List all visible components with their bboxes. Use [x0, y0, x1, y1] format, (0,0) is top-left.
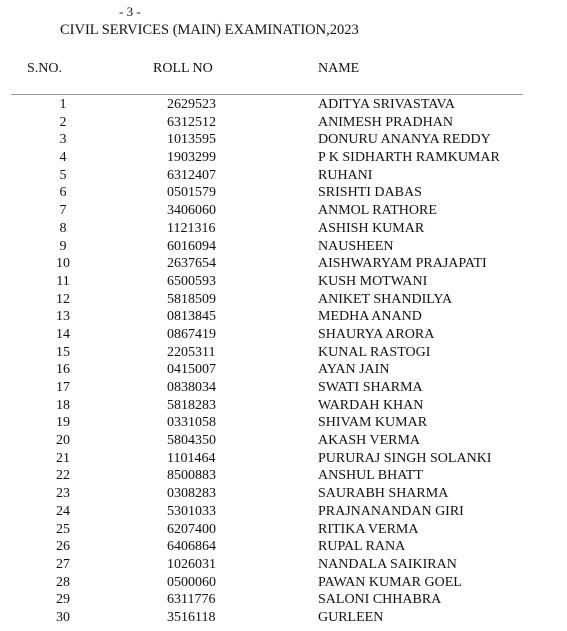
table-row [0, 591, 567, 609]
candidate-name: SHAURYA ARORA [318, 326, 435, 342]
header-divider [11, 94, 523, 95]
serial-number: 18 [56, 397, 70, 413]
serial-number: 14 [56, 326, 70, 342]
table-row [0, 538, 567, 556]
roll-number: 0813845 [167, 309, 216, 325]
roll-number: 5818283 [167, 397, 216, 413]
roll-number: 1903299 [167, 150, 216, 166]
candidate-name: KUNAL RASTOGI [318, 344, 431, 360]
table-row [0, 467, 567, 485]
serial-number: 20 [56, 433, 70, 449]
roll-number: 0415007 [167, 362, 216, 378]
roll-number: 6207400 [167, 521, 216, 537]
table-row [0, 397, 567, 415]
serial-number: 27 [56, 556, 70, 572]
table-row [0, 503, 567, 521]
serial-number: 2 [59, 114, 67, 130]
table-row [0, 96, 567, 114]
table-row [0, 131, 567, 149]
table-row [0, 308, 567, 326]
roll-number: 6311776 [167, 592, 216, 608]
candidate-name: AYAN JAIN [318, 362, 390, 378]
candidate-name: RITIKA VERMA [318, 521, 419, 537]
serial-number: 23 [56, 486, 70, 502]
serial-number: 21 [56, 450, 70, 466]
roll-number: 1026031 [167, 556, 216, 572]
candidate-name: ANIKET SHANDILYA [318, 291, 453, 307]
exam-title: CIVIL SERVICES (MAIN) EXAMINATION,2023 [60, 22, 359, 38]
serial-number: 13 [56, 309, 70, 325]
candidate-name: MEDHA ANAND [318, 309, 422, 325]
table-row [0, 167, 567, 185]
table-row [0, 609, 567, 627]
table-row [0, 291, 567, 309]
serial-number: 30 [56, 609, 70, 625]
roll-number: 0838034 [167, 380, 216, 395]
table-row [0, 184, 567, 202]
serial-number: 9 [59, 238, 67, 254]
serial-number: 4 [59, 150, 67, 166]
candidate-name: AISHWARYAM PRAJAPATI [318, 256, 487, 272]
table-row [0, 574, 567, 592]
candidate-name: NAUSHEEN [318, 238, 394, 254]
table-row [0, 485, 567, 503]
column-header-name: NAME [318, 61, 360, 76]
roll-number: 1121316 [167, 220, 216, 236]
results-table [0, 96, 567, 627]
roll-number: 0500060 [167, 574, 216, 590]
table-row [0, 114, 567, 132]
roll-number: 5818509 [167, 291, 216, 307]
candidate-name: PURURAJ SINGH SOLANKI [318, 450, 492, 466]
candidate-name: ANSHUL BHATT [318, 468, 423, 484]
candidate-name: ANIMESH PRADHAN [318, 114, 453, 130]
serial-number: 25 [56, 521, 70, 537]
candidate-name: KUSH MOTWANI [318, 273, 428, 289]
serial-number: 11 [56, 273, 70, 289]
serial-number: 15 [56, 344, 70, 360]
roll-number: 0331058 [167, 415, 216, 431]
serial-number: 6 [59, 185, 67, 201]
serial-number: 10 [56, 256, 70, 272]
roll-number: 6312512 [167, 114, 216, 130]
roll-number: 6312407 [167, 167, 216, 183]
roll-number: 1101464 [167, 450, 216, 466]
serial-number: 28 [56, 574, 70, 590]
table-row [0, 344, 567, 362]
candidate-name: SWATI SHARMA [318, 380, 423, 395]
serial-number: 12 [56, 291, 70, 307]
table-row [0, 379, 567, 397]
serial-number: 8 [59, 220, 67, 236]
serial-number: 19 [56, 415, 70, 431]
table-row [0, 414, 567, 432]
roll-number: 6016094 [167, 238, 216, 254]
serial-number: 24 [56, 503, 70, 519]
candidate-name: SRISHTI DABAS [318, 185, 422, 201]
table-row [0, 361, 567, 379]
column-header-roll-no: ROLL NO [153, 61, 213, 76]
roll-number: 0501579 [167, 185, 216, 201]
serial-number: 1 [59, 97, 67, 112]
roll-number: 3516118 [167, 609, 216, 625]
roll-number: 6406864 [167, 539, 216, 555]
candidate-name: ADITYA SRIVASTAVA [318, 97, 455, 112]
table-row [0, 521, 567, 539]
candidate-name: SALONI CHHABRA [318, 592, 442, 608]
table-row [0, 450, 567, 468]
candidate-name: P K SIDHARTH RAMKUMAR [318, 150, 500, 166]
roll-number: 0308283 [167, 486, 216, 502]
table-row [0, 326, 567, 344]
column-header-sno: S.NO. [27, 61, 63, 76]
table-row [0, 238, 567, 256]
roll-number: 2629523 [167, 97, 216, 112]
candidate-name: PRAJNANANDAN GIRI [318, 503, 464, 519]
roll-number: 6500593 [167, 273, 216, 289]
candidate-name: ASHISH KUMAR [318, 220, 425, 236]
table-row [0, 149, 567, 167]
serial-number: 22 [56, 468, 70, 484]
page-number: - 3 - [119, 4, 141, 19]
table-row [0, 202, 567, 220]
roll-number: 5804350 [167, 433, 216, 449]
table-row [0, 273, 567, 291]
table-row [0, 255, 567, 273]
serial-number: 17 [56, 380, 70, 395]
candidate-name: WARDAH KHAN [318, 397, 424, 413]
table-row [0, 556, 567, 574]
candidate-name: RUHANI [318, 167, 373, 183]
roll-number: 2205311 [167, 344, 216, 360]
candidate-name: SHIVAM KUMAR [318, 415, 428, 431]
candidate-name: AKASH VERMA [318, 433, 421, 449]
roll-number: 1013595 [167, 132, 216, 148]
roll-number: 3406060 [167, 203, 216, 219]
candidate-name: PAWAN KUMAR GOEL [318, 574, 462, 590]
serial-number: 5 [59, 167, 67, 183]
serial-number: 16 [56, 362, 70, 378]
roll-number: 5301033 [167, 503, 216, 519]
table-row [0, 220, 567, 238]
table-row [0, 432, 567, 450]
candidate-name: NANDALA SAIKIRAN [318, 556, 457, 572]
candidate-name: DONURU ANANYA REDDY [318, 132, 491, 148]
candidate-name: SAURABH SHARMA [318, 486, 449, 502]
serial-number: 3 [59, 132, 67, 148]
serial-number: 7 [59, 203, 67, 219]
candidate-name: RUPAL RANA [318, 539, 406, 555]
candidate-name: ANMOL RATHORE [318, 203, 437, 219]
serial-number: 26 [56, 539, 70, 555]
serial-number: 29 [56, 592, 70, 608]
roll-number: 2637654 [167, 256, 216, 272]
roll-number: 0867419 [167, 326, 216, 342]
candidate-name: GURLEEN [318, 609, 384, 625]
roll-number: 8500883 [167, 468, 216, 484]
